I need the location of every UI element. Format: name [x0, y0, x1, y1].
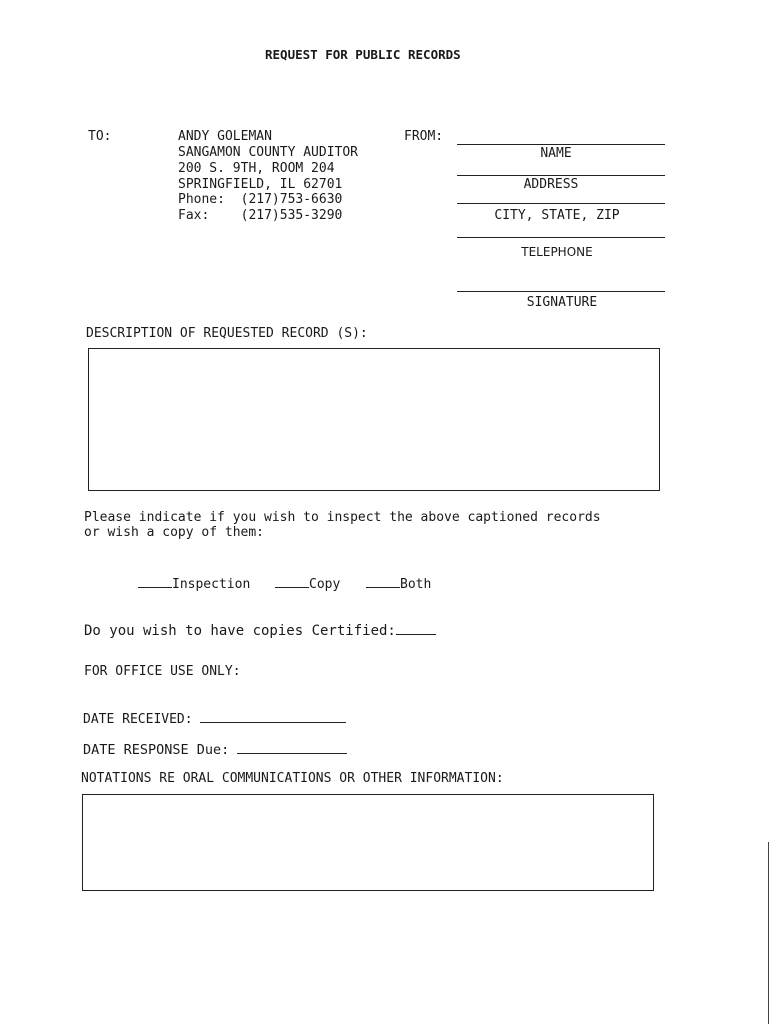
option-copy-label: Copy — [309, 577, 341, 592]
to-city: SPRINGFIELD, IL 62701 — [178, 177, 343, 192]
from-label: FROM: — [404, 129, 444, 144]
page-edge-line — [768, 842, 769, 1024]
option-inspection-label: Inspection — [172, 577, 251, 592]
certified-question — [84, 622, 436, 639]
description-label: DESCRIPTION OF REQUESTED RECORD (S): — [86, 326, 368, 341]
telephone-line[interactable] — [457, 237, 665, 238]
to-phone: Phone: (217)753-6630 — [178, 192, 343, 207]
description-box[interactable] — [88, 348, 660, 491]
inspection-blank[interactable] — [138, 575, 172, 588]
city-state-zip-caption: CITY, STATE, ZIP — [494, 208, 620, 223]
address-caption: ADDRESS — [523, 177, 579, 192]
page-title: REQUEST FOR PUBLIC RECORDS — [265, 47, 461, 62]
telephone-caption: TELEPHONE — [521, 245, 593, 259]
inspect-prompt-line1: Please indicate if you wish to inspect the above captioned records — [84, 510, 601, 525]
office-use-label: FOR OFFICE USE ONLY: — [84, 664, 241, 679]
date-received — [83, 710, 346, 728]
both-blank[interactable] — [366, 575, 400, 588]
inspect-prompt-line2: or wish a copy of them: — [84, 525, 265, 540]
date-received-blank[interactable] — [200, 710, 346, 723]
date-received-label: DATE RECEIVED: — [83, 712, 193, 727]
to-label: TO: — [88, 129, 112, 144]
option-both-label: Both — [400, 577, 432, 592]
signature-line[interactable] — [457, 291, 665, 292]
to-fax: Fax: (217)535-3290 — [178, 208, 343, 223]
name-caption: NAME — [540, 146, 572, 161]
certified-blank[interactable] — [396, 622, 436, 635]
option-inspection[interactable] — [138, 575, 250, 593]
to-name: ANDY GOLEMAN — [178, 129, 272, 144]
date-response — [83, 741, 347, 758]
address-line[interactable] — [457, 175, 665, 176]
to-street: 200 S. 9TH, ROOM 204 — [178, 161, 335, 176]
signature-caption: SIGNATURE — [526, 295, 598, 310]
option-copy[interactable] — [275, 575, 340, 593]
city-state-zip-line[interactable] — [457, 203, 665, 204]
date-response-label: DATE RESPONSE Due: — [83, 742, 230, 758]
name-line[interactable] — [457, 144, 665, 145]
notations-box[interactable] — [82, 794, 654, 891]
date-response-blank[interactable] — [237, 741, 347, 754]
certified-label: Do you wish to have copies Certified: — [84, 623, 396, 639]
option-both[interactable] — [366, 575, 431, 593]
copy-blank[interactable] — [275, 575, 309, 588]
notations-label: NOTATIONS RE ORAL COMMUNICATIONS OR OTHER INFORMATION: — [81, 771, 504, 786]
to-office: SANGAMON COUNTY AUDITOR — [178, 145, 359, 160]
